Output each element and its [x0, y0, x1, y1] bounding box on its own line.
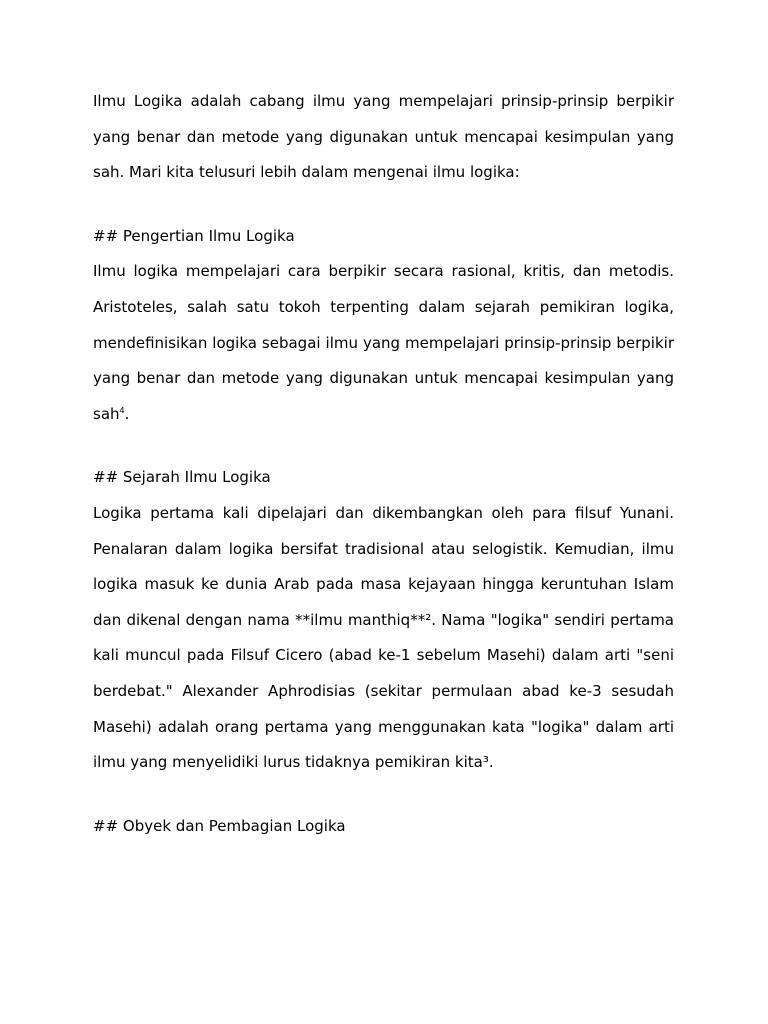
footnote-marker: 4 [119, 405, 125, 415]
heading-obyek: ## Obyek dan Pembagian Logika [93, 816, 346, 835]
heading-pengertian: ## Pengertian Ilmu Logika [93, 226, 295, 245]
intro-paragraph: Ilmu Logika adalah cabang ilmu yang mempelajari prinsip-prinsip berpikir yang benar dan metode yang digunakan untuk mencapai kesimpulan yang sah. Mari kita telusuri lebih dalam mengenai ilmu logika: [93, 92, 674, 182]
paragraph-sejarah: Logika pertama kali dipelajari dan dikembangkan oleh para filsuf Yunani. Penalaran dalam logika bersifat tradisional atau selogistik. Kemudian, ilmu logika masuk ke dunia Arab pada masa kejayaan hingga keruntuhan Islam dan dikenal dengan nama **ilmu manthiq**². Nama "logika" sendiri pertama kali muncul pada Filsuf Cicero (abad ke-1 sebelum Masehi) dalam arti "seni berdebat." Alexander Aphrodisias (sekitar permulaan abad ke-3 sesudah Masehi) adalah orang pertama yang menggunakan kata "logika" dalam arti ilmu yang menyelidiki lurus tidaknya pemikiran kita³. [93, 503, 674, 772]
spacer [93, 432, 674, 460]
document-page [93, 84, 674, 844]
paragraph-pengertian [93, 254, 674, 432]
spacer [93, 781, 674, 809]
spacer [93, 191, 674, 219]
paragraph-pengertian-text: Ilmu logika mempelajari cara berpikir secara rasional, kritis, dan metodis. Aristoteles, salah satu tokoh terpenting dalam sejarah pemikiran logika, mendefinisikan logika sebagai ilmu yang mempelajari prinsip-prinsip berpikir yang benar dan metode yang digunakan untuk mencapai kesimpulan yang sah [93, 262, 674, 423]
paragraph-pengertian-end: . [124, 404, 130, 423]
heading-sejarah: ## Sejarah Ilmu Logika [93, 468, 271, 487]
